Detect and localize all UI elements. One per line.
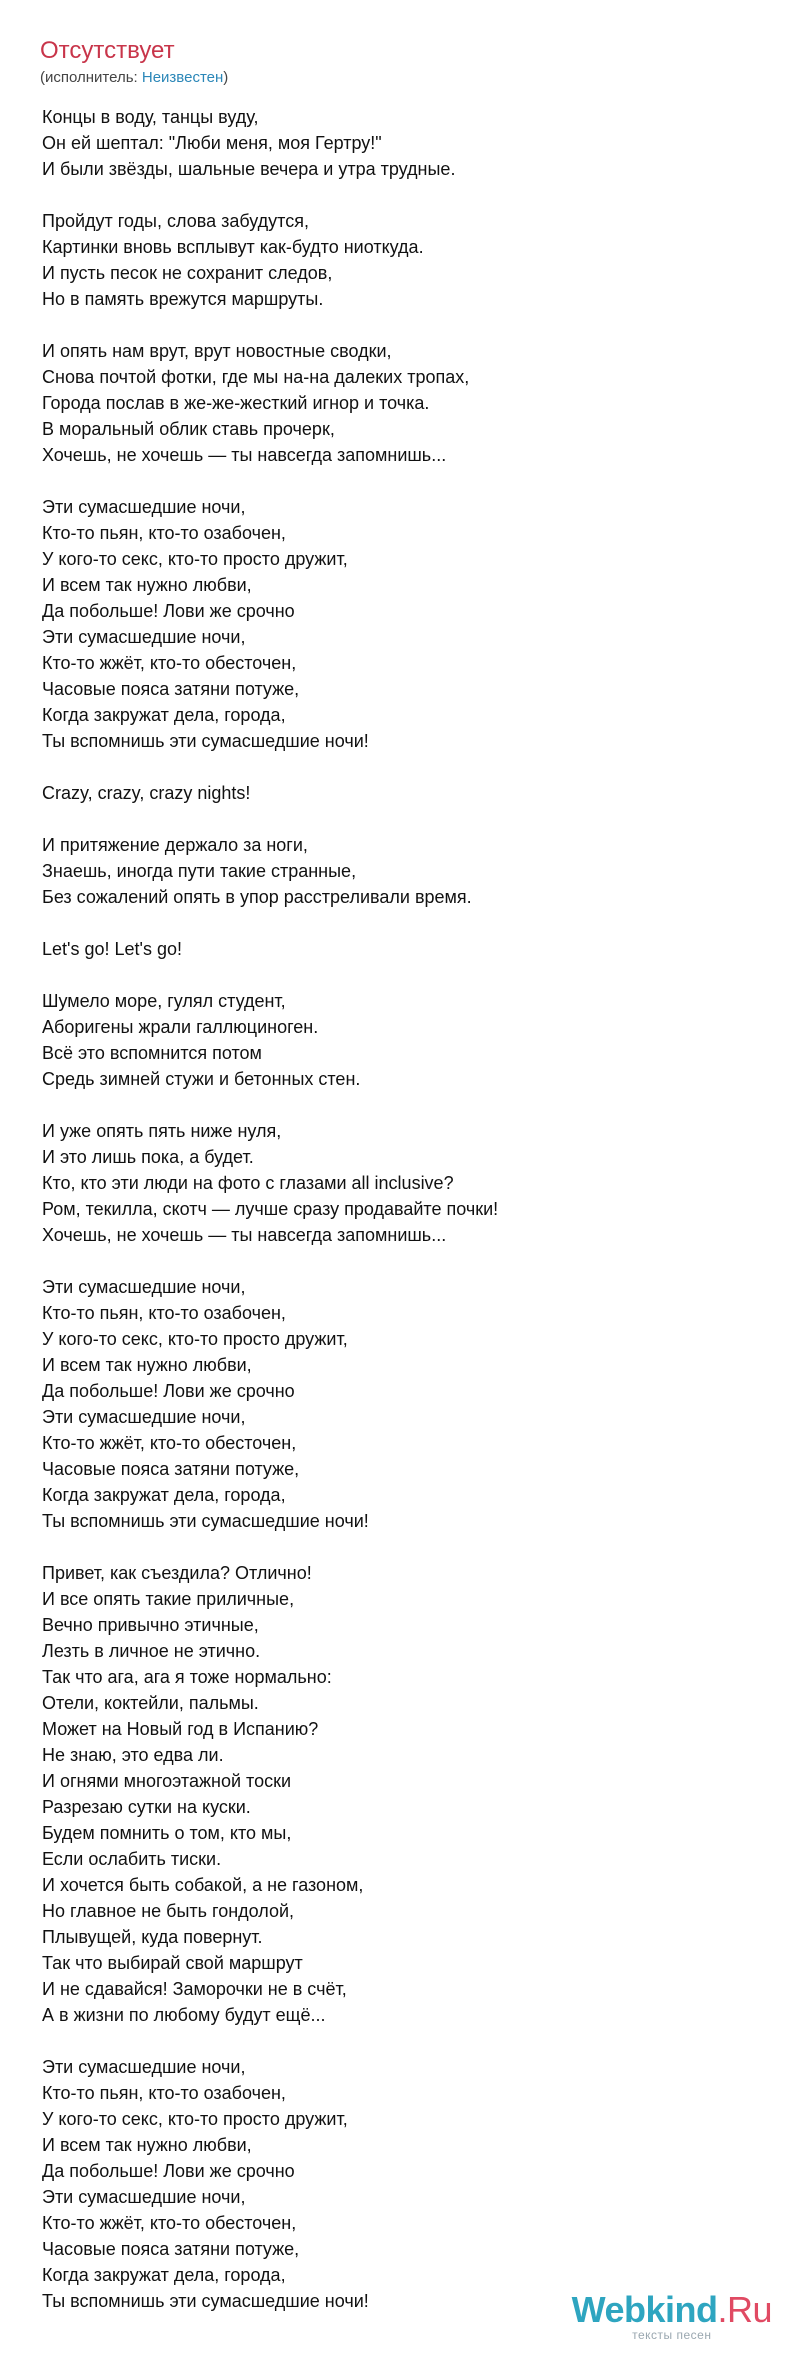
- lyrics-line: У кого-то секс, кто-то просто дружит,: [42, 1329, 348, 1349]
- site-logo[interactable]: [572, 2290, 772, 2342]
- lyrics-line: Средь зимней стужи и бетонных стен.: [42, 1069, 361, 1089]
- lyrics-line: Эти сумасшедшие ночи,: [42, 1277, 246, 1297]
- lyrics-line: Эти сумасшедшие ночи,: [42, 2057, 246, 2077]
- lyrics-line: Снова почтой фотки, где мы на-на далеких тропах,: [42, 367, 470, 387]
- lyrics-line: Так что выбирай свой маршрут: [42, 1953, 303, 1973]
- lyrics-line: Кто, кто эти люди на фото с глазами all inclusive?: [42, 1173, 454, 1193]
- lyrics-line: Crazy, crazy, crazy nights!: [42, 783, 251, 803]
- lyrics-line: Кто-то жжёт, кто-то обесточен,: [42, 1433, 297, 1453]
- lyrics-line: Да побольше! Лови же срочно: [42, 1381, 295, 1401]
- lyrics-stanza: [42, 2054, 782, 2314]
- lyrics-line: Когда закружат дела, города,: [42, 705, 286, 725]
- lyrics-stanza: [42, 104, 782, 182]
- lyrics-stanza: [42, 1274, 782, 1534]
- lyrics-line: Кто-то пьян, кто-то озабочен,: [42, 523, 286, 543]
- lyrics-stanza: [42, 494, 782, 754]
- lyrics-line: Плывущей, куда повернут.: [42, 1927, 263, 1947]
- song-title: Отсутствует: [40, 37, 175, 64]
- lyrics-line: Часовые пояса затяни потуже,: [42, 679, 300, 699]
- lyrics-stanza: [42, 988, 782, 1092]
- lyrics-line: Хочешь, не хочешь — ты навсегда запомнишь...: [42, 445, 447, 465]
- lyrics-line: Он ей шептал: "Люби меня, моя Гертру!": [42, 133, 382, 153]
- logo-brand: Webkind: [571, 2289, 718, 2330]
- lyrics-line: Аборигены жрали галлюциноген.: [42, 1017, 319, 1037]
- lyrics-line: Да побольше! Лови же срочно: [42, 601, 295, 621]
- lyrics-line: Если ослабить тиски.: [42, 1849, 222, 1869]
- lyrics-line: Привет, как съездила? Отлично!: [42, 1563, 312, 1583]
- lyrics-line: И это лишь пока, а будет.: [42, 1147, 254, 1167]
- lyrics-line: У кого-то секс, кто-то просто дружит,: [42, 2109, 348, 2129]
- lyrics-line: Эти сумасшедшие ночи,: [42, 497, 246, 517]
- lyrics-line: Let's go! Let's go!: [42, 939, 182, 959]
- lyrics-stanza: [42, 1118, 782, 1248]
- lyrics-line: Кто-то пьян, кто-то озабочен,: [42, 1303, 286, 1323]
- lyrics-line: Может на Новый год в Испанию?: [42, 1719, 319, 1739]
- performer-prefix: (исполнитель:: [40, 69, 142, 86]
- lyrics-body: [42, 104, 782, 2340]
- lyrics-stanza: [42, 338, 782, 468]
- lyrics-line: Когда закружат дела, города,: [42, 2265, 286, 2285]
- lyrics-line: Шумело море, гулял студент,: [42, 991, 286, 1011]
- lyrics-line: Часовые пояса затяни потуже,: [42, 2239, 300, 2259]
- logo-tagline: тексты песен: [632, 2328, 712, 2342]
- lyrics-line: Ты вспомнишь эти сумасшедшие ночи!: [42, 731, 369, 751]
- lyrics-line: Разрезаю сутки на куски.: [42, 1797, 251, 1817]
- lyrics-line: Не знаю, это едва ли.: [42, 1745, 224, 1765]
- lyrics-line: И уже опять пять ниже нуля,: [42, 1121, 282, 1141]
- lyrics-line: Картинки вновь всплывут как-будто ниоткуда.: [42, 237, 424, 257]
- lyrics-line: Кто-то пьян, кто-то озабочен,: [42, 2083, 286, 2103]
- lyrics-line: В моральный облик ставь прочерк,: [42, 419, 335, 439]
- lyrics-line: Будем помнить о том, кто мы,: [42, 1823, 292, 1843]
- performer-suffix: ): [223, 69, 229, 86]
- lyrics-line: Пройдут годы, слова забудутся,: [42, 211, 309, 231]
- lyrics-line: Ты вспомнишь эти сумасшедшие ночи!: [42, 1511, 369, 1531]
- lyrics-line: Отели, коктейли, пальмы.: [42, 1693, 259, 1713]
- lyrics-line: Да побольше! Лови же срочно: [42, 2161, 295, 2181]
- logo-tld: .Ru: [717, 2289, 772, 2330]
- lyrics-line: Эти сумасшедшие ночи,: [42, 2187, 246, 2207]
- lyrics-line: Хочешь, не хочешь — ты навсегда запомнишь...: [42, 1225, 447, 1245]
- lyrics-line: Лезть в личное не этично.: [42, 1641, 261, 1661]
- lyrics-line: Знаешь, иногда пути такие странные,: [42, 861, 357, 881]
- lyrics-line: Кто-то жжёт, кто-то обесточен,: [42, 2213, 297, 2233]
- lyrics-stanza: [42, 936, 782, 962]
- lyrics-line: А в жизни по любому будут ещё...: [42, 2005, 326, 2025]
- performer-link[interactable]: Неизвестен: [141, 69, 224, 86]
- lyrics-line: И были звёзды, шальные вечера и утра трудные.: [42, 159, 456, 179]
- lyrics-line: У кого-то секс, кто-то просто дружит,: [42, 549, 348, 569]
- lyrics-line: Часовые пояса затяни потуже,: [42, 1459, 300, 1479]
- lyrics-line: Но главное не быть гондолой,: [42, 1901, 295, 1921]
- lyrics-line: Эти сумасшедшие ночи,: [42, 627, 246, 647]
- lyrics-line: И пусть песок не сохранит следов,: [42, 263, 333, 283]
- lyrics-line: Концы в воду, танцы вуду,: [42, 107, 259, 127]
- lyrics-line: Эти сумасшедшие ночи,: [42, 1407, 246, 1427]
- lyrics-line: Города послав в же-же-жесткий игнор и точка.: [42, 393, 430, 413]
- lyrics-stanza: [42, 1560, 782, 2028]
- lyrics-line: И всем так нужно любви,: [42, 1355, 252, 1375]
- logo-wordmark: [572, 2290, 772, 2330]
- lyrics-line: Когда закружат дела, города,: [42, 1485, 286, 1505]
- lyrics-stanza: [42, 832, 782, 910]
- lyrics-line: И всем так нужно любви,: [42, 575, 252, 595]
- lyrics-line: И всем так нужно любви,: [42, 2135, 252, 2155]
- lyrics-line: И опять нам врут, врут новостные сводки,: [42, 341, 392, 361]
- lyrics-line: Ром, текилла, скотч — лучше сразу продавайте почки!: [42, 1199, 499, 1219]
- lyrics-line: Так что ага, ага я тоже нормально:: [42, 1667, 332, 1687]
- lyrics-line: И все опять такие приличные,: [42, 1589, 295, 1609]
- performer-line: [40, 68, 228, 88]
- lyrics-line: Вечно привычно этичные,: [42, 1615, 259, 1635]
- lyrics-line: Ты вспомнишь эти сумасшедшие ночи!: [42, 2291, 369, 2311]
- lyrics-line: И хочется быть собакой, а не газоном,: [42, 1875, 364, 1895]
- lyrics-line: И притяжение держало за ноги,: [42, 835, 308, 855]
- lyrics-line: Без сожалений опять в упор расстреливали время.: [42, 887, 472, 907]
- lyrics-line: Но в память врежутся маршруты.: [42, 289, 324, 309]
- song-header: [40, 36, 228, 88]
- lyrics-line: И огнями многоэтажной тоски: [42, 1771, 292, 1791]
- lyrics-stanza: [42, 208, 782, 312]
- lyrics-line: Кто-то жжёт, кто-то обесточен,: [42, 653, 297, 673]
- lyrics-line: Всё это вспомнится потом: [42, 1043, 262, 1063]
- lyrics-stanza: [42, 780, 782, 806]
- lyrics-line: И не сдавайся! Заморочки не в счёт,: [42, 1979, 347, 1999]
